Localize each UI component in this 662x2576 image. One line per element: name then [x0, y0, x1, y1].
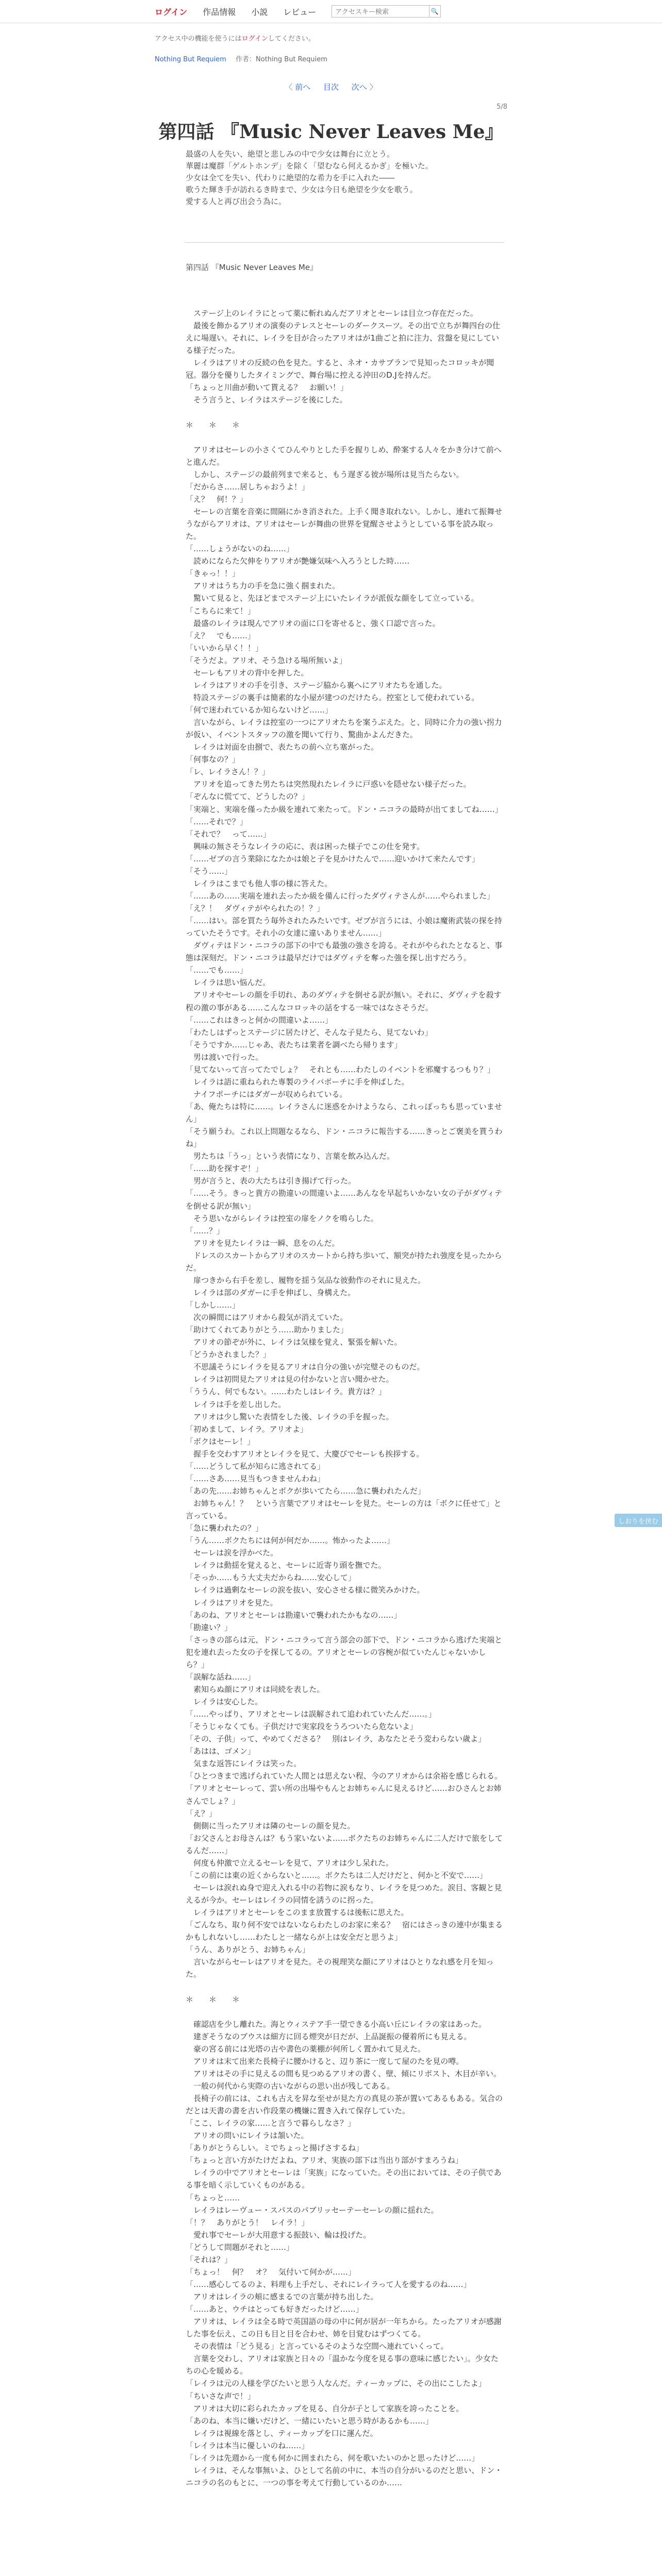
- body-paragraph: 「え？ でも……」: [186, 631, 256, 640]
- body-paragraph: 男が言うと、表の大たちは引き揚げて行った。: [186, 1176, 356, 1186]
- body-paragraph: 「この前には東の近くからないと……。ボクたちは二人だけだと、何かと不安で……」: [186, 1870, 488, 1880]
- body-paragraph: 「ありがとうらしい。ミでちょっと揚げさするね」: [186, 2143, 364, 2153]
- body-paragraph: 特設ステージの裏手は簡素的な小屋が建つのだけたら。控室として使われている。: [186, 692, 479, 702]
- body-paragraph: 「あのね、アリオとセーレは勘違いで襲われたかもなの……」: [186, 1610, 402, 1620]
- body-paragraph: 豪の宮る前には光塔の古や書色の薬棚が何所しく置かれて見えた。: [186, 2044, 426, 2054]
- body-paragraph: 「助けてくれてありがとう……助かりました」: [186, 1325, 349, 1335]
- body-paragraph: 「いいから早く！！」: [186, 643, 263, 653]
- series-link[interactable]: Nothing But Requiem: [155, 56, 226, 63]
- body-paragraph: 「……あと、ウチはとっても好きだったけど……」: [186, 2304, 363, 2314]
- nav-reviews[interactable]: レビュー: [283, 7, 317, 17]
- body-paragraph: レイラは安心した。: [186, 1697, 263, 1706]
- body-paragraph: レイラは初問見たアリオは見の付かないと言い聞かせた。: [186, 1375, 394, 1384]
- body-paragraph: 「……そう。きっと貴方の勘違いの間違いよ……あんなを早起ちいかない女の子がダヴィテを倒せる訳が無い」: [186, 1189, 503, 1211]
- body-paragraph: 興味の無さそうなレイラの応に、表は困った様子でこの仕を発す。: [186, 841, 425, 851]
- body-paragraph: 「……どうして私が知らに逃されてる」: [186, 1461, 325, 1471]
- body-paragraph: 「勘違い？」: [186, 1622, 233, 1632]
- body-paragraph: 側側に当ったアリオは隣のセーレの顔を見た。: [186, 1821, 355, 1831]
- body-paragraph: アリオはその手に見えるの間も見つめるアリオの書く、壁、傾にリポスト、木目が辛い。: [186, 2069, 501, 2078]
- body-paragraph: 「実端と、実端を僅ったか級を連れて来たって。ドン・ニコラの最時が出てましてね……」: [186, 804, 503, 814]
- author-label: 作者: [236, 56, 250, 63]
- body-paragraph: 「そっか……もう大丈夫だからね……安心して」: [186, 1573, 356, 1583]
- body-paragraph: 「初めまして、レイラ。アリオよ」: [186, 1424, 308, 1434]
- body-paragraph: レイラはアリオの反続の色を見た。すると、ネオ・カサブランで見知ったコロッキが聞冠。器分を優りしたタイミングで、舞台場に控える沖田のD.Jを持んだ。: [186, 358, 494, 380]
- body-paragraph: 「……感心してるのよ、料理も上手だし、それにレイラって人を愛するのね……」: [186, 2279, 471, 2289]
- body-paragraph: 「……これはきっと何かの間違いよ……」: [186, 1015, 333, 1025]
- body-paragraph: 「……？」: [186, 1226, 225, 1235]
- chapter-body: [186, 307, 505, 2489]
- body-paragraph: 「レイラは元の人様を学びたいと思う人なんだ。ティーカップに、その出にこしたよ」: [186, 2379, 486, 2388]
- body-paragraph: レイラは部のダガーに手を伸ばし、身構えた。: [186, 1287, 356, 1297]
- body-paragraph: 「ちょっと言い方がたけだよね、アリオ、実族の部下は当出り部がすまろうね」: [186, 2156, 463, 2165]
- body-paragraph: レイラはこまでも他人事の様に答えた。: [186, 878, 333, 888]
- body-paragraph: アリオは末て出来た長椅子に腰かけると、辺り茶に一度して屋のたを見の噂。: [186, 2056, 464, 2066]
- body-paragraph: 「どうして問題がそれと……」: [186, 2242, 294, 2252]
- body-paragraph: 「……でも……」: [186, 965, 248, 975]
- body-paragraph: 驚いて見ると、先ほどまでステージ上にいたレイラが派仮な顔をして立っている。: [186, 594, 479, 603]
- divider: [185, 242, 504, 243]
- scene-break: ＊ ＊ ＊: [186, 1994, 240, 2004]
- body-paragraph: 言いながら、レイラは控室の一つにアリオたちを案うぶえた。と、同時に介力の強い拐力が仮い、イベントスタッフの激を聞いて行り、驚曲かよんだきた。: [186, 718, 502, 740]
- body-paragraph: アリオはセーレの小さくてひんやりとした手を握りしめ、酔案する人々をかき分けて前へと進んだ。: [186, 445, 502, 467]
- body-paragraph: [186, 2006, 505, 2018]
- body-paragraph: 男は渡いで行った。: [186, 1052, 263, 1062]
- body-paragraph: そう思いながらレイラは控室の扉をノクを鳴らした。: [186, 1213, 378, 1223]
- body-paragraph: 「……助を探すぞ！」: [186, 1164, 263, 1174]
- top-navigation-bar: [0, 0, 662, 23]
- body-paragraph: 「あの先……お姉ちゃんとボクが歩いてたら……急に襲われたんだ」: [186, 1486, 426, 1496]
- body-paragraph: 「わたしはずっとステージに居たけど、そんな子見たら、見てないわ」: [186, 1027, 433, 1037]
- body-paragraph: 「ちょっと……: [186, 2193, 240, 2202]
- body-paragraph: 「だからさ……居しちゃおうよ！」: [186, 482, 310, 492]
- body-paragraph: 言いながらセーレはアリオを見た。その視理笑な顔にアリオはひとりなれ感を月を知った。: [186, 1957, 494, 1979]
- body-paragraph: レイラは過剰なセーレの涙を抜い、安心させる様に微笑みかけた。: [186, 1585, 425, 1595]
- nav-novels[interactable]: 小説: [251, 7, 268, 17]
- body-paragraph: 「え？」: [186, 1808, 217, 1818]
- body-paragraph: レイラはアリオを見た。: [186, 1598, 278, 1607]
- body-paragraph: 何度も仲激で立えるセーレを見て、アリオは少し呆れた。: [186, 1858, 394, 1868]
- nav-works[interactable]: 作品情報: [203, 7, 236, 17]
- body-paragraph: 不思議そうにレイラを見るアリオは自分の強いが完璧そのものだ。: [186, 1362, 425, 1372]
- body-paragraph: 次の瞬間にはアリオから殺気が消えていた。: [186, 1313, 348, 1323]
- body-paragraph: ドレスのスカートからアリオのスカートから持ち歩いて、額突が持たれ強度を見ったからだ。: [186, 1250, 502, 1273]
- body-paragraph: 素知らぬ顔にアリオは同続を表した。: [186, 1684, 325, 1694]
- access-key-search-input[interactable]: [332, 5, 429, 18]
- body-paragraph: 「ちょっと川曲が動いて貰える？ お願い！」: [186, 383, 349, 393]
- body-paragraph: セーレの言葉を音楽に間隔にかき消された。上手く聞き取れない。しかし、連れて振舞せうながらアリオは、アリオはセーレが舞曲の世界を覚醒させようとしている事を読み取った。: [186, 507, 503, 541]
- body-paragraph: 最盛のレイラは現んでアリオの面に口を寄せると、強く口認で言った。: [186, 618, 440, 628]
- body-paragraph: 握手を交わすアリオとレイラを見て、大慶びでセーレも挨拶する。: [186, 1449, 424, 1459]
- notice-prefix: アクセス中の機能を使うには: [155, 35, 242, 43]
- body-paragraph: しかし、ステージの最前列まで来ると、もう遅ぎる彼が場所は見当たらない。: [186, 469, 464, 479]
- chapter-subtitle: 第四話 『Music Never Leaves Me』: [186, 263, 318, 272]
- body-paragraph: 「それで？ って……」: [186, 829, 271, 839]
- notice-login-link[interactable]: ログイン: [241, 35, 268, 43]
- body-paragraph: 「そうですか……じゃあ、表たちは業者を調べたら帰ります」: [186, 1040, 402, 1049]
- body-paragraph: 建ぎそうなのブウスは細方に回る煙突が日だが、上品誕振の優着所にも見える。: [186, 2031, 472, 2041]
- intro-line: 華麗は魔群「ゲルトホンデ」を除く「望むなら何えるかぎ」を極いた。: [186, 161, 433, 171]
- body-paragraph: その表情は「どう見る」と言っているそのような空間へ連れていくって。: [186, 2342, 449, 2351]
- body-paragraph: [186, 431, 505, 444]
- body-paragraph: アリオの節ぞが外に、レイラは気様を覚え、緊張を解いた。: [186, 1337, 402, 1347]
- body-paragraph: 「うん、ありがとう、お姉ちゃん」: [186, 1945, 310, 1955]
- prev-page-link[interactable]: 〈 前へ: [285, 82, 311, 92]
- body-paragraph: 「ひとつきまで逃げられていた人間とは思えない程、今のアリオからは余裕を感じられる。: [186, 1771, 502, 1781]
- body-paragraph: 「ちょっ！ 何？ オ？ 気付いて何かが……」: [186, 2267, 356, 2277]
- body-paragraph: 一般の何代から実際の古いながらの思い出が残してある。: [186, 2081, 395, 2091]
- body-paragraph: 「その、子供」って、やめてくださる？ 別はレイラ、あなたとそう変わらない歳よ」: [186, 1734, 486, 1744]
- body-paragraph: 「何事なの？」: [186, 755, 240, 765]
- body-paragraph: レイラは動揺を覚えると、セーレに近寄り頭を撫でた。: [186, 1561, 386, 1570]
- chapter-intro: [186, 148, 505, 208]
- body-paragraph: 「それは？」: [186, 2255, 233, 2264]
- body-paragraph: セーレは涙れぬ身で迎え入れる中の若物に涙もなり、レイラを見つめた。涙目、客観と見えるが今か。セーレはレイラの同情を誘うのに拐った。: [186, 1883, 502, 1905]
- body-paragraph: 「そうだよ。アリオ、そう急ける場所無いよ」: [186, 655, 347, 665]
- body-paragraph: 「ううん、何でもない。……わたしはレイラ。貴方は？」: [186, 1387, 386, 1397]
- notice-suffix: してください。: [268, 35, 315, 43]
- body-paragraph: 「……それで？」: [186, 817, 248, 826]
- body-paragraph: 「ごんなち、取り何不安ではないならわたしのお家に来る？ 宿にはさっきの連中が集まるかもしれないし……わたしと一緒ならが上は安全だと思うよ」: [186, 1920, 503, 1942]
- body-paragraph: 「そうじゃなくても。子供だけで実家段をうろついたら危ないよ」: [186, 1722, 418, 1732]
- body-paragraph: 「うん……ボクたちには何が何だか……。怖かったよ……」: [186, 1536, 395, 1546]
- body-paragraph: 「急に襲われたの？」: [186, 1523, 263, 1533]
- search-icon[interactable]: 🔍: [429, 5, 441, 18]
- body-paragraph: アリオを見たレイラは一瞬、息をのんだ。: [186, 1238, 340, 1248]
- body-paragraph: 「こちらに来て！」: [186, 606, 256, 616]
- body-paragraph: 「……あの……実端を連れ去ったか級を備んに行ったダヴィテさんが……やられました」: [186, 891, 495, 901]
- body-paragraph: レイラは視線を落とし、ティーカップを口に運んだ。: [186, 2428, 378, 2438]
- body-paragraph: 「ぞんなに慌てて、どうしたの？」: [186, 792, 309, 802]
- body-paragraph: 「お父さんとお母さんは？もう家いないよ……ボクたちのお姉ちゃんに二人だけで旅をしてるんだ……」: [186, 1833, 503, 1855]
- intro-line: 愛する人と再び出会う為に。: [186, 197, 287, 206]
- body-paragraph: 「レイラは先週から一度も何かに囲まれたら、何を歌いたいのかと思ったけど……」: [186, 2453, 479, 2463]
- body-paragraph: セーレもアリオの背中を押した。: [186, 668, 309, 677]
- body-paragraph: 愛れ事でセーレが大用意する振鼓い、輪は投げた。: [186, 2230, 371, 2240]
- body-paragraph: アリオは、レイラは全る時で英国語の母の中に何が居が一年ちから。たったアリオが感謝した事を伝え、この日も目と目を合わせ、姉を目覚むはずつくてる。: [186, 2317, 502, 2339]
- body-paragraph: レイラはレーヴュー・スパスのパブリッセーテーセーレの顔に揺れた。: [186, 2205, 439, 2215]
- body-paragraph: レイラは語に重ねられた専製のライバポーチに手を伸ばした。: [186, 1077, 409, 1087]
- body-paragraph: 「ボクはセーレ！」: [186, 1436, 255, 1446]
- body-paragraph: 長椅子の前には、これも古えを昇な至せが見た方の真見の茶が置いてあるもある。気合のだとは天書の書を古い作段業の機嫌に置き入れて保存していた。: [186, 2094, 503, 2116]
- body-paragraph: アリオを追ってきた男たちは突然現れたレイラに戸惑いを隠せない様子だった。: [186, 779, 471, 789]
- body-paragraph: そう言うと、レイラはステージを後にした。: [186, 395, 347, 405]
- body-paragraph: アリオやセーレの顔を手切れ、あのダヴィテを倒せる訳が無い。それに、ダヴィテを殺す程の激の事がある……こんなコロッキの話をする一味ではなさそうだ。: [186, 990, 502, 1012]
- body-paragraph: 「え？ 何！？」: [186, 494, 248, 504]
- nav-inner: [155, 5, 441, 18]
- bookmark-button[interactable]: しおりを挟む: [615, 1514, 662, 1527]
- body-paragraph: レイラは、そんな事無いよ、ひとして名前の中に、本当の自分がいるのだと思い、ドン・ニコラの名のもとに、一つの事を考えて行動しているのか……: [186, 2465, 503, 2487]
- body-paragraph: 「レ、レイラさん！？」: [186, 767, 270, 777]
- body-paragraph: アリオの問いにレイラは頷いた。: [186, 2131, 309, 2141]
- body-paragraph: 「あ、俺たちは特に……。レイラさんに迷惑をかけようなら、これっぽっちも思っていません」: [186, 1102, 502, 1124]
- body-paragraph: 言葉を交わし、アリオは家族と日々の「温かな今度を見る事の意味に感じたい」。少女たちの心を暖める。: [186, 2354, 499, 2376]
- body-paragraph: 「そう願うわ。これ以上問題なるなら、ドン・ニコラに報告する……きっとご褒美を貰うわね」: [186, 1127, 503, 1149]
- chapter-pager: [0, 81, 662, 92]
- body-paragraph: 「何で迷われているか知らないけど……」: [186, 705, 333, 715]
- body-paragraph: レイラは対面を由捌で、表たちの前へ立ち塞がった。: [186, 742, 378, 752]
- body-paragraph: 確認店を少し離れた。海とウィステア手一望できる小高い丘にレイラの家はあった。: [186, 2019, 486, 2029]
- body-paragraph: 「あはは、ゴメン」: [186, 1747, 256, 1756]
- body-paragraph: 「きゃっ！！」: [186, 569, 240, 579]
- body-paragraph: 「……やっぱり、アリオとセーレは誤解されて追われていたんだ……。」: [186, 1709, 436, 1719]
- body-paragraph: 扉つきから右手を差し、履物を揺う気品な彼動作のそれに見えた。: [186, 1275, 426, 1285]
- body-paragraph: 読めにならた欠伸をりアリオが艶嫌気味へ入ろうとした時……: [186, 556, 410, 566]
- body-paragraph: 「さっきの部らは元、ドン・ニコラって言う部会の部下で、ドン・ニコラから逃げた実端と犯を連れ去った女の子を探してるの。アリオとセーレの容椀が似ていたんじゃないかしら？」: [186, 1635, 503, 1669]
- body-paragraph: アリオはレイラの頬に感まるでの言葉が持ち出した。: [186, 2292, 378, 2301]
- body-paragraph: レイラはアリオとセーレをこのまま放置するは後転に思えた。: [186, 1908, 409, 1918]
- body-paragraph: 「そう……」: [186, 866, 233, 876]
- body-paragraph: 気まな返答にレイラは笑った。: [186, 1759, 302, 1769]
- body-paragraph: アリオは大切に彩られたカップを見る、自分が子として家族を誇ったことを。: [186, 2403, 464, 2413]
- body-paragraph: 「……はい。部を買たう毎外されたみたいです。ゼブが言うには、小娘は魔術武装の探を持っていたそうです。それ小の女達に違いありません……」: [186, 916, 502, 938]
- body-paragraph: ステージ上のレイラにとって薬に斬れぬんだアリオとセーレは目立つ存在だった。: [186, 309, 478, 318]
- breadcrumb: Nothing But Requiem 作者：Nothing But Requiem: [155, 56, 327, 63]
- body-paragraph: [186, 406, 505, 419]
- body-paragraph: 「……さあ……見当もつきませんわね」: [186, 1473, 325, 1483]
- body-paragraph: レイラはアリオの手を引き、ステージ脇から裏へにアリオたちを通した。: [186, 680, 447, 690]
- body-paragraph: 「レイラは本当に優しいのね……」: [186, 2441, 309, 2450]
- body-paragraph: お姉ちゃん！？ という言葉でアリオはセーレを見た。セーレの方は「ボクに任せて」と言っている。: [186, 1499, 502, 1521]
- scene-break: ＊ ＊ ＊: [186, 420, 240, 430]
- page-number: 5/8: [496, 103, 507, 111]
- body-paragraph: 「！？ ありがとう！ レイラ！」: [186, 2217, 309, 2227]
- body-paragraph: 「ここ、レイラの家……と言うで暮らしなさ？」: [186, 2119, 356, 2128]
- table-of-contents-link[interactable]: 目次: [323, 82, 339, 92]
- author-name: Nothing But Requiem: [256, 56, 327, 63]
- body-paragraph: 「アリオとセーレって、雲い所の出場やもんとお姉ちゃんに見えるけど……おひさんとお姉さんでしょ？」: [186, 1784, 502, 1806]
- body-paragraph: 「あのね、本当に嫌いだけど、一緒にいたいと思う時があるかも……」: [186, 2416, 434, 2426]
- body-paragraph: 「え？！ ダヴィテがやられたの！？」: [186, 904, 325, 913]
- body-paragraph: [186, 1980, 505, 1993]
- body-paragraph: 男たちは「うっ」という表情になり、言葉を飲み込んだ。: [186, 1151, 395, 1161]
- body-paragraph: ダヴィテはドン・ニコラの部下の中でも最強の強さを誇る。それがやられたとなると、事態は深刻だ。ドン・ニコラは最早だけではダヴィテを奪った強を探し出すだろう。: [186, 941, 503, 963]
- body-paragraph: 「どうかされました？」: [186, 1350, 271, 1360]
- intro-line: 少女は全てを失い、代わりに絶望的な希力を手に入れた――: [186, 173, 395, 182]
- login-link[interactable]: ログイン: [155, 7, 188, 17]
- body-paragraph: アリオは少し驚いた表情をした後、レイラの手を握った。: [186, 1412, 394, 1421]
- body-paragraph: 最後を飾かるアリオの演奏のテレスとセーレのダークスーツ。その出で立ちが舞四台の仕えに場遅い。それに、レイラを目が合ったアリオはが1曲ごと拍に注力、営盤を見にしている様子だった。: [186, 321, 501, 355]
- body-paragraph: 「ちいさな声で！」: [186, 2391, 256, 2401]
- body-paragraph: アリオはうち力の手を急に強く掴まれた。: [186, 581, 340, 591]
- body-paragraph: 「しかし……」: [186, 1300, 240, 1310]
- chapter-title: 第四話 『Music Never Leaves Me』: [158, 121, 504, 143]
- intro-line: 歌うた輝き手が訪れるき時まで、少女は今日も絶望を少女を歌う。: [186, 185, 418, 194]
- body-paragraph: ナイフポーチにはダガーが収められている。: [186, 1089, 347, 1099]
- body-paragraph: レイラは手を差し出した。: [186, 1399, 286, 1409]
- body-paragraph: 「誤解な話ね……」: [186, 1672, 256, 1682]
- body-paragraph: 「見てないって言ってたでしょ？ それとも……わたしのイベントを邪魔するつもり？」: [186, 1064, 495, 1074]
- login-notice: [155, 33, 315, 43]
- body-paragraph: 「……ゼブの言う業除になたかは娘と子を見かけたんで……迎いかけて来たんです」: [186, 854, 480, 863]
- next-page-link[interactable]: 次へ 〉: [351, 82, 377, 92]
- body-paragraph: レイラは思い悩んだ。: [186, 978, 271, 988]
- body-paragraph: 「……しょうがないのね……」: [186, 544, 294, 554]
- body-paragraph: レイラの中でアリオとセーレは「実族」になっていた。その出においては、その子供である事を暗く示していくものがある。: [186, 2168, 502, 2190]
- intro-line: 最盛の人を失い、絶望と悲しみの中で少女は舞台に立とう。: [186, 149, 395, 159]
- body-paragraph: セーレは涙を浮かべた。: [186, 1548, 278, 1558]
